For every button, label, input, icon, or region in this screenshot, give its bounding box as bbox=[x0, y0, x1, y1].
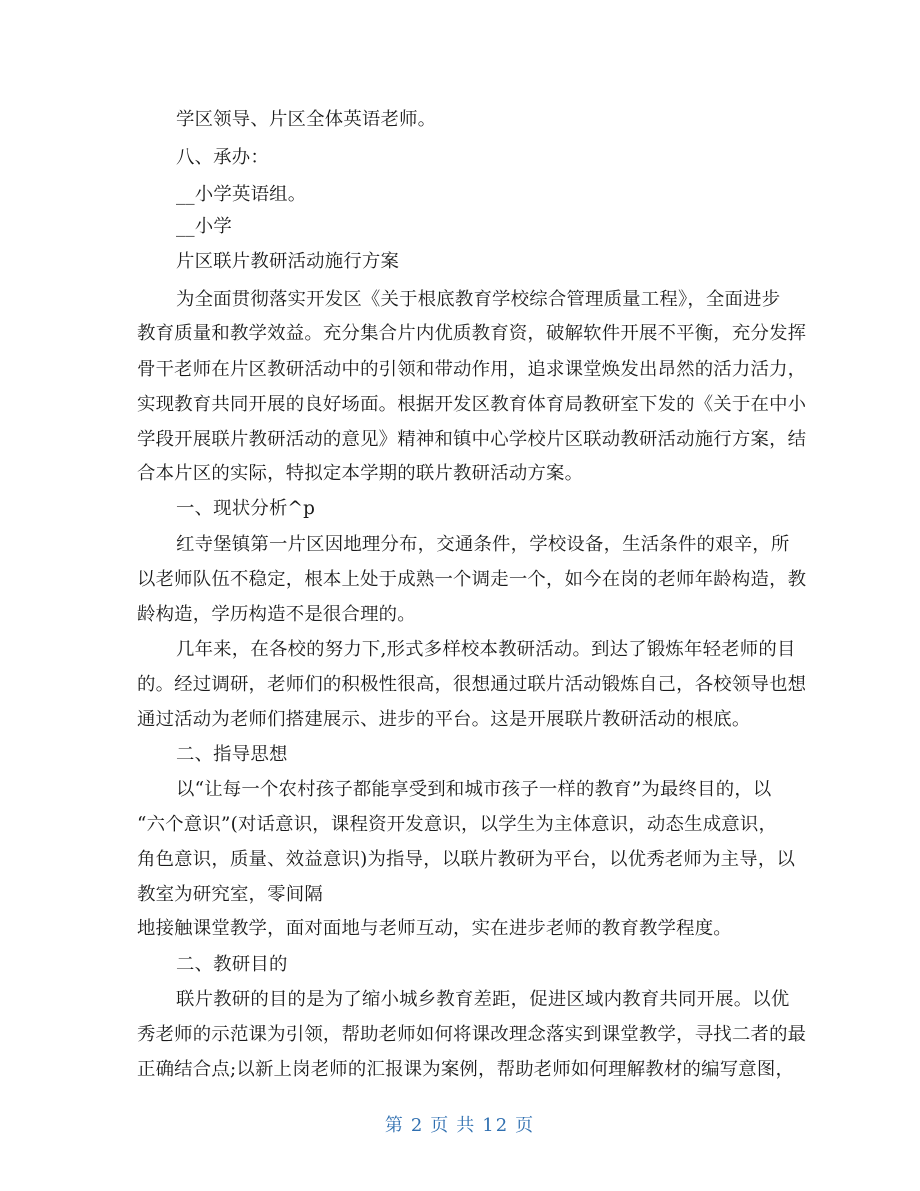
text-line: 学段开展联片教研活动的意见》精神和镇中心学校片区联动教研活动施行方案，结 bbox=[137, 429, 807, 450]
heading: 一、现状分析^p bbox=[176, 498, 316, 519]
text-line: 合本片区的实际，特拟定本学期的联片教研活动方案。 bbox=[137, 463, 584, 484]
text-line: 几年来，在各校的努力下,形式多样校本教研活动。到达了锻炼年轻老师的目 bbox=[176, 639, 796, 660]
text-line: 教育质量和教学效益。充分集合片内优质教育资，破解软件开展不平衡，充分发挥 bbox=[137, 323, 807, 344]
text-line: 以老师队伍不稳定，根本上处于成熟一个调走一个，如今在岗的老师年龄构造，教 bbox=[137, 569, 807, 590]
text-line: 正确结合点;以新上岗老师的汇报课为案例，帮助老师如何理解教材的编写意图， bbox=[137, 1059, 795, 1080]
heading: 二、指导思想 bbox=[176, 744, 288, 765]
text-line: __小学 bbox=[176, 216, 232, 237]
total-pages: 12 bbox=[482, 1115, 510, 1136]
text-line: 教室为研究室，零间隔 bbox=[137, 884, 323, 905]
page-footer bbox=[0, 1114, 920, 1138]
text-line: 八、承办： bbox=[176, 147, 269, 168]
text-line: 骨干老师在片区教研活动中的引领和带动作用，追求课堂焕发出昂然的活力活力， bbox=[137, 359, 807, 380]
heading: 二、教研目的 bbox=[176, 954, 288, 975]
text-line: “六个意识”(对话意识，课程资开发意识，以学生为主体意识，动态生成意识， bbox=[137, 814, 778, 835]
text-line: 以“让每一个农村孩子都能享受到和城市孩子一样的教育”为最终目的，以 bbox=[176, 779, 772, 800]
text-line: 龄构造，学历构造不是很合理的。 bbox=[137, 604, 416, 625]
text-line: 秀老师的示范课为引领，帮助老师如何将课改理念落实到课堂教学，寻找二者的最 bbox=[137, 1024, 807, 1045]
text-line: __小学英语组。 bbox=[176, 184, 307, 205]
footer-total-word: 共 bbox=[456, 1115, 477, 1136]
footer-page-word: 页 bbox=[430, 1115, 451, 1136]
text-line: 角色意识，质量、效益意识)为指导，以联片教研为平台，以优秀老师为主导，以 bbox=[137, 849, 796, 870]
text-line: 红寺堡镇第一片区因地理分布，交通条件，学校设备，生活条件的艰辛，所 bbox=[176, 534, 790, 555]
text-line: 实现教育共同开展的良好场面。根据开发区教育体育局教研室下发的《关于在中小 bbox=[137, 394, 807, 415]
text-line: 通过活动为老师们搭建展示、进步的平台。这是开展联片教研活动的根底。 bbox=[137, 709, 751, 730]
footer-prefix: 第 bbox=[384, 1115, 405, 1136]
footer-suffix: 页 bbox=[515, 1115, 536, 1136]
text-line: 学区领导、片区全体英语老师。 bbox=[176, 109, 437, 130]
text-line: 的。经过调研，老师们的积极性很高，很想通过联片活动锻炼自己，各校领导也想 bbox=[137, 674, 807, 695]
text-line: 联片教研的目的是为了缩小城乡教育差距，促进区域内教育共同开展。以优 bbox=[176, 989, 790, 1010]
text-line: 为全面贯彻落实开发区《关于根底教育学校综合管理质量工程》，全面进步 bbox=[176, 289, 781, 310]
text-line: 地接触课堂教学，面对面地与老师互动，实在进步老师的教育教学程度。 bbox=[137, 918, 732, 939]
page-number: 2 bbox=[410, 1115, 425, 1136]
section-title: 片区联片教研活动施行方案 bbox=[176, 251, 400, 272]
